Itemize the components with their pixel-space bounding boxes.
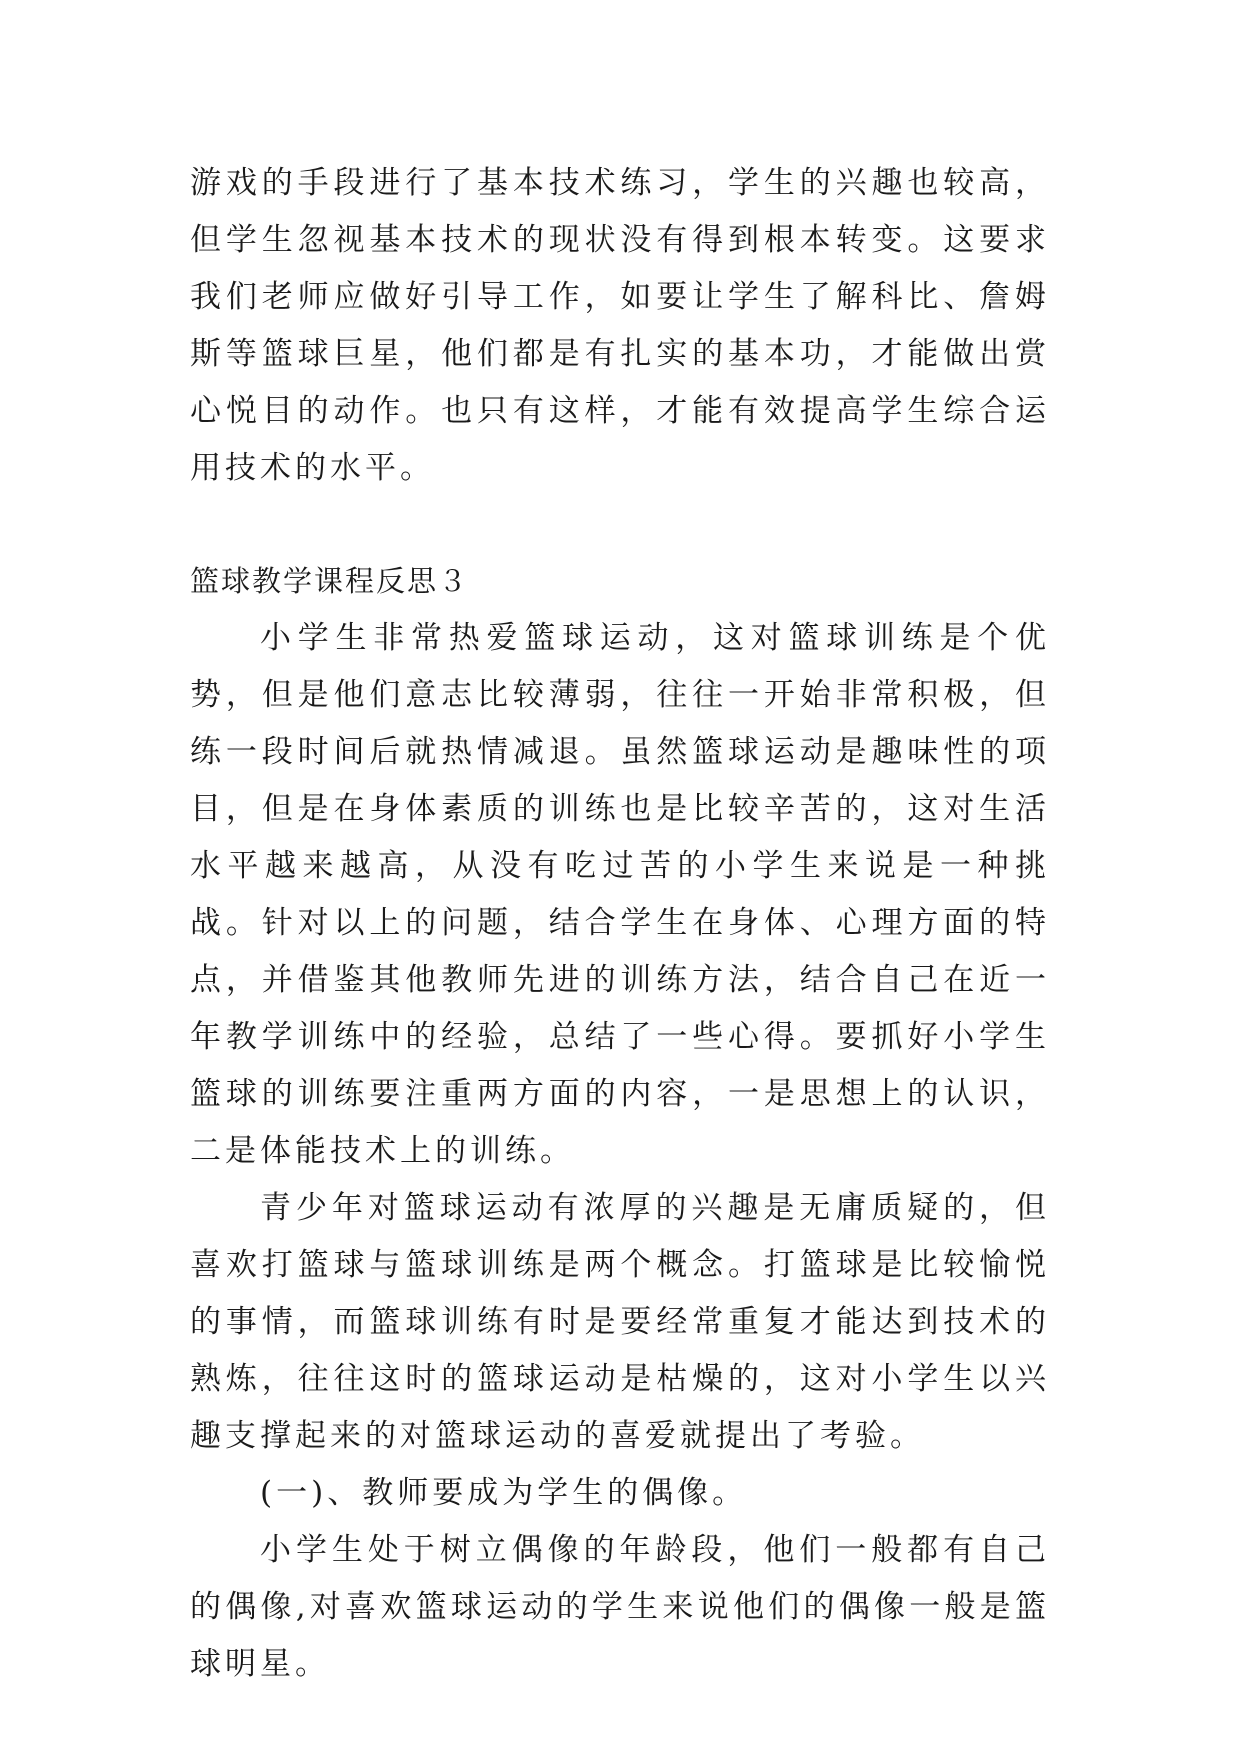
body-paragraph-2: 青少年对篮球运动有浓厚的兴趣是无庸质疑的，但喜欢打篮球与篮球训练是两个概念。打篮球是比较愉悦的事情，而篮球训练有时是要经常重复才能达到技术的熟炼，往往这时的篮球运动是枯燥的，这对小学生以兴趣支撑起来的对篮球运动的喜爱就提出了考验。: [190, 1190, 1050, 1454]
subsection-heading: (一)、教师要成为学生的偶像。: [260, 1475, 748, 1511]
body-paragraph-1: 小学生非常热爱篮球运动，这对篮球训练是个优势，但是他们意志比较薄弱，往往一开始非常积极，但练一段时间后就热情减退。虽然篮球运动是趣味性的项目，但是在身体素质的训练也是比较辛苦的，这对生活水平越来越高，从没有吃过苦的小学生来说是一种挑战。针对以上的问题，结合学生在身体、心理方面的特点，并借鉴其他教师先进的训练方法，结合自己在近一年教学训练中的经验，总结了一些心得。要抓好小学生篮球的训练要注重两方面的内容，一是思想上的认识，二是体能技术上的训练。: [190, 620, 1050, 1169]
section-title: 篮球教学课程反思３: [190, 564, 470, 598]
document-body: [190, 155, 1050, 1693]
section-spacer: [190, 497, 1050, 553]
body-paragraph-3: 小学生处于树立偶像的年龄段，他们一般都有自己的偶像,对喜欢篮球运动的学生来说他们的偶像一般是篮球明星。: [190, 1532, 1050, 1682]
intro-paragraph: 游戏的手段进行了基本技术练习，学生的兴趣也较高，但学生忽视基本技术的现状没有得到根本转变。这要求我们老师应做好引导工作，如要让学生了解科比、詹姆斯等篮球巨星，他们都是有扎实的基本功，才能做出赏心悦目的动作。也只有这样，才能有效提高学生综合运用技术的水平。: [190, 165, 1050, 486]
